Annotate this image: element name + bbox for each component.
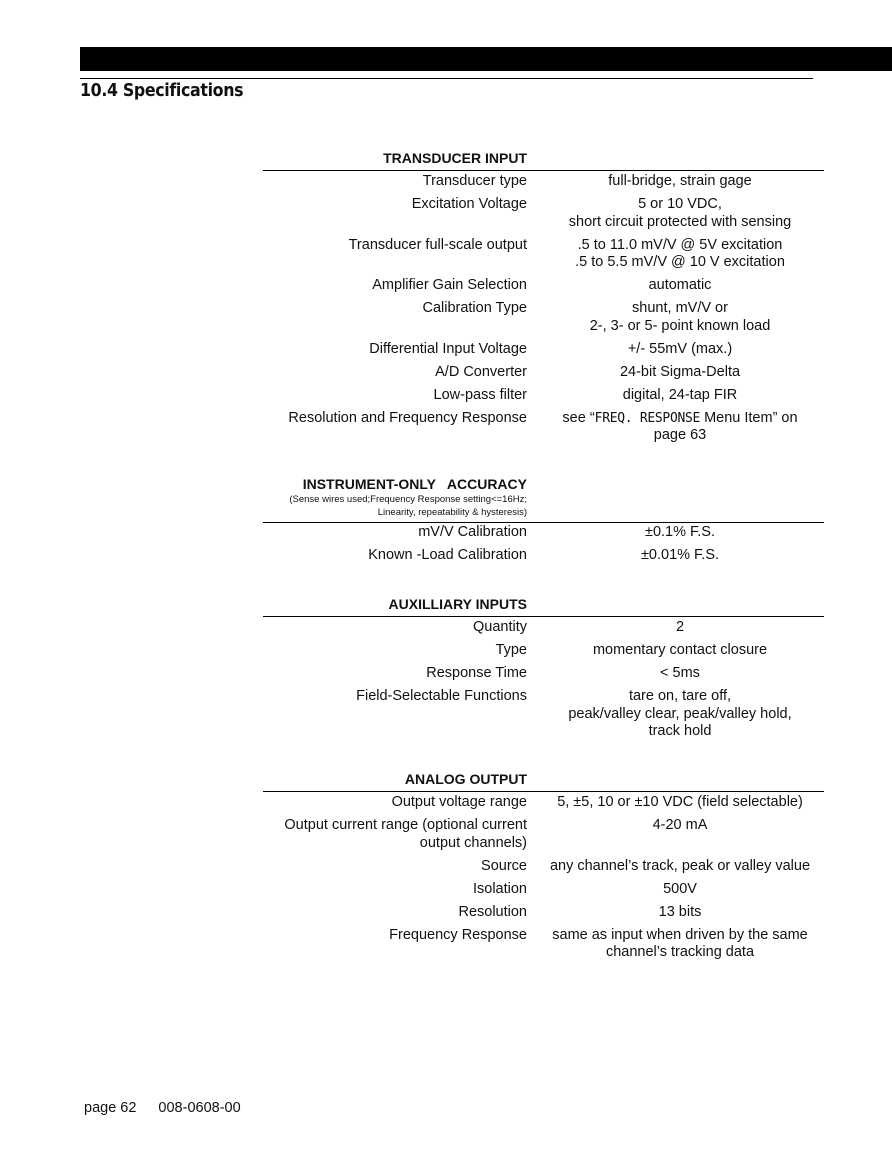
spec-row bbox=[263, 817, 824, 852]
spec-label: Low-pass filter bbox=[433, 386, 527, 403]
spec-label: Excitation Voltage bbox=[411, 196, 527, 212]
spec-value: 24-bit Sigma-Delta bbox=[619, 363, 741, 380]
spec-value: momentary contact closure bbox=[592, 642, 768, 658]
spec-value: full-bridge, strain gage bbox=[608, 173, 752, 189]
spec-value: any channel’s track, peak or valley value bbox=[549, 857, 811, 874]
spec-label: Differential Input Voltage bbox=[369, 340, 527, 357]
spec-label: A/D Converter bbox=[435, 363, 527, 380]
auxilliary-inputs-section bbox=[263, 596, 824, 741]
section-title: TRANSDUCER INPUT bbox=[383, 150, 527, 166]
spec-row bbox=[263, 410, 824, 445]
spec-value: < 5ms bbox=[660, 665, 700, 681]
spec-value: automatic bbox=[648, 277, 712, 293]
spec-row bbox=[263, 619, 824, 637]
spec-label: Frequency Response bbox=[389, 926, 527, 943]
section-note: (Sense wires used;Frequency Response setting<=16Hz; bbox=[289, 494, 527, 505]
section-header bbox=[263, 771, 824, 792]
spec-row bbox=[263, 858, 824, 876]
spec-label: mV/V Calibration bbox=[418, 524, 527, 540]
header-bar bbox=[80, 47, 892, 71]
spec-label: Output voltage range bbox=[391, 794, 527, 810]
spec-value: 13 bits bbox=[658, 903, 702, 920]
spec-row bbox=[263, 237, 824, 272]
spec-row bbox=[263, 665, 824, 683]
spec-label: Quantity bbox=[473, 619, 527, 635]
spec-label: Response Time bbox=[426, 665, 527, 681]
spec-value: .5 to 11.0 mV/V @ 5V excitation .5 to 5.5 mV/V @ 10 V excitation bbox=[575, 236, 785, 270]
section-title: AUXILLIARY INPUTS bbox=[388, 596, 527, 612]
spec-row bbox=[263, 904, 824, 922]
spec-value bbox=[536, 410, 824, 445]
section-title: INSTRUMENT-ONLY ACCURACY bbox=[302, 476, 527, 492]
spec-label: Source bbox=[481, 857, 527, 874]
spec-label: Calibration Type bbox=[422, 300, 527, 316]
spec-value: ±0.01% F.S. bbox=[640, 547, 720, 563]
section-header bbox=[263, 476, 824, 523]
spec-row bbox=[263, 688, 824, 741]
spec-row bbox=[263, 547, 824, 565]
spec-value: 5 or 10 VDC, short circuit protected with sensing bbox=[568, 196, 792, 230]
spec-row bbox=[263, 927, 824, 962]
spec-label: Resolution and Frequency Response bbox=[288, 409, 527, 426]
spec-label: Transducer full-scale output bbox=[348, 236, 527, 253]
spec-value: ±0.1% F.S. bbox=[644, 524, 715, 540]
spec-row bbox=[263, 881, 824, 899]
spec-value: same as input when driven by the same channel’s tracking data bbox=[552, 926, 808, 960]
section-header bbox=[263, 596, 824, 617]
spec-row bbox=[263, 173, 824, 191]
spec-label: Resolution bbox=[458, 903, 527, 920]
spec-row bbox=[263, 277, 824, 295]
value-suffix: Menu Item” on page 63 bbox=[653, 409, 798, 443]
spec-row bbox=[263, 364, 824, 382]
transducer-input-section bbox=[263, 150, 824, 445]
spec-value: digital, 24-tap FIR bbox=[622, 386, 738, 403]
page-footer bbox=[84, 1100, 241, 1116]
spec-label: Output current range (optional current output channels) bbox=[284, 817, 527, 851]
value-prefix: see “ bbox=[562, 409, 595, 426]
spec-label: Isolation bbox=[472, 880, 527, 897]
spec-label: Known -Load Calibration bbox=[368, 547, 527, 563]
spec-label: Type bbox=[495, 642, 527, 658]
spec-value: +/- 55mV (max.) bbox=[627, 340, 733, 357]
spec-value: 500V bbox=[663, 880, 697, 897]
spec-label: Field-Selectable Functions bbox=[356, 688, 527, 704]
section-note: Linearity, repeatability & hysteresis) bbox=[377, 507, 527, 518]
analog-output-section bbox=[263, 771, 824, 962]
section-header bbox=[263, 150, 824, 171]
spec-value: tare on, tare off, peak/valley clear, peak/valley hold, track hold bbox=[568, 688, 792, 739]
page-number: page 62 bbox=[84, 1100, 137, 1116]
spec-value: 4-20 mA bbox=[652, 817, 708, 833]
menu-item-code: FREQ. RESPONSE bbox=[594, 410, 701, 426]
page-title: 10.4 Specifications bbox=[80, 80, 244, 101]
spec-value: shunt, mV/V or 2-, 3- or 5- point known load bbox=[589, 300, 771, 334]
header-rule bbox=[80, 78, 813, 79]
spec-label: Transducer type bbox=[422, 173, 527, 189]
accuracy-section bbox=[263, 476, 824, 565]
spec-value: 5, ±5, 10 or ±10 VDC (field selectable) bbox=[557, 794, 803, 810]
spec-row bbox=[263, 642, 824, 660]
document-number: 008-0608-00 bbox=[158, 1100, 241, 1116]
spec-row bbox=[263, 794, 824, 812]
spec-row bbox=[263, 196, 824, 231]
spec-label: Amplifier Gain Selection bbox=[372, 277, 527, 293]
spec-row bbox=[263, 387, 824, 405]
section-title: ANALOG OUTPUT bbox=[404, 771, 527, 787]
spec-row bbox=[263, 341, 824, 359]
spec-value: 2 bbox=[675, 619, 685, 635]
spec-row bbox=[263, 524, 824, 542]
spec-row bbox=[263, 300, 824, 335]
